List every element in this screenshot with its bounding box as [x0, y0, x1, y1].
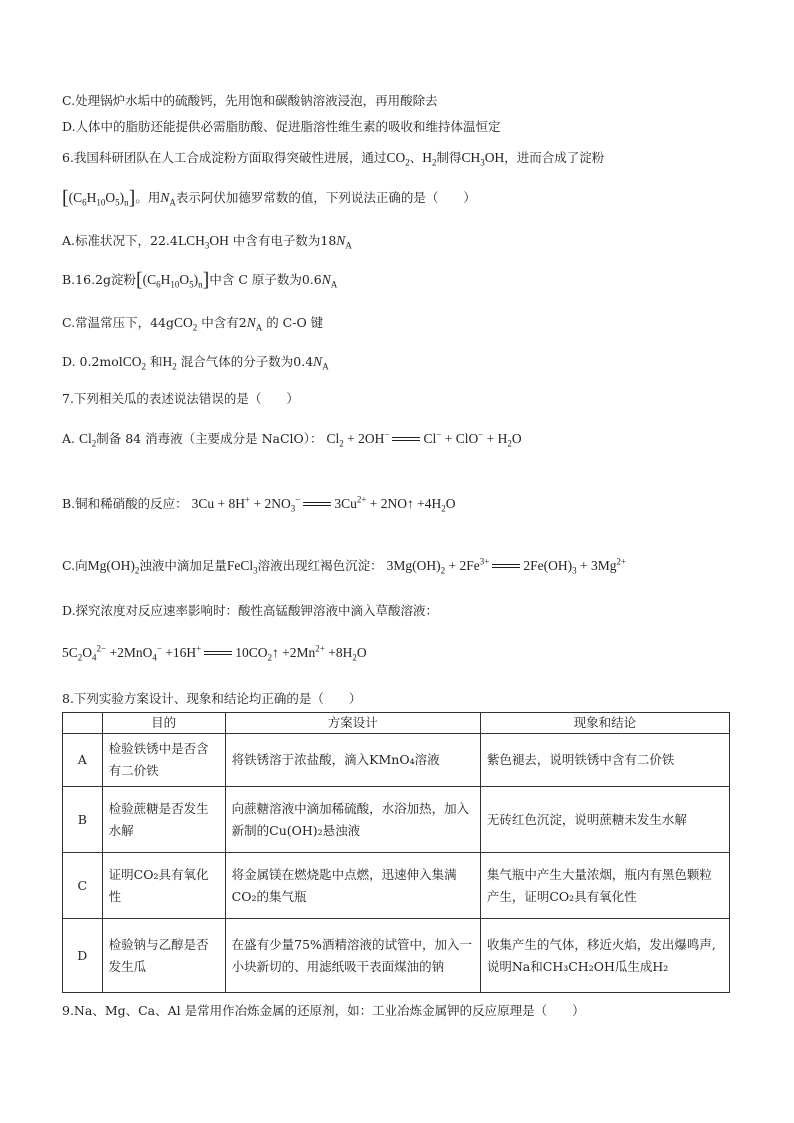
experiment-table [62, 712, 730, 993]
row-label: D [63, 919, 103, 993]
row-purpose: 检验钠与乙醇是否发生瓜 [102, 919, 225, 993]
q8-stem: 8.下列实验方案设计、现象和结论均正确的是（ ） [62, 691, 362, 706]
table-row [63, 919, 730, 993]
q5-option-c: C.处理锅炉水垢中的硫酸钙，先用饱和碳酸钠溶液浸泡，再用酸除去 [62, 93, 438, 108]
row-design: 在盛有少量75%酒精溶液的试管中，加入一小块新切的、用滤纸吸干表面煤油的钠 [225, 919, 480, 993]
q5-option-d: D.人体中的脂肪还能提供必需脂肪酸、促进脂溶性维生素的吸收和维持体温恒定 [62, 119, 501, 134]
q7-option-b: B.铜和稀硝酸的反应： $3Cu + 8H^+ + 2NO_3^-$ $3Cu^{2+}$ + 2NO↑ $+4H_2O$ [62, 494, 456, 514]
q6-option-a: A.标准状况下，$22.4LCH_3OH$ 中含有电子数为$18N_A$ [62, 233, 352, 251]
row-purpose: 证明CO₂具有氧化性 [102, 853, 225, 919]
row-design: 向蔗糖溶液中滴加稀硫酸，水浴加热，加入新制的Cu(OH)₂悬浊液 [225, 787, 480, 853]
q9-stem: 9.Na、Mg、Ca、Al 是常用作冶炼金属的还原剂，如：工业冶炼金属钾的反应原理是（ ） [62, 1003, 585, 1018]
q6-option-b: B.16.2g淀粉$[(C_6H_{10}O_5)_n]$中含 C 原子数为$0.6N_A$ [62, 269, 338, 291]
row-result: 紫色褪去，说明铁锈中含有二价铁 [480, 734, 729, 787]
row-purpose: 检验铁锈中是否含有二价铁 [102, 734, 225, 787]
q7-equation-c: $3Mg(OH)_2 + 2Fe^{3+}$ $2Fe(OH)_3 + 3Mg^{2+}$ [386, 556, 627, 576]
q7-option-d: D.探究浓度对反应速率影响时：酸性高锰酸钾溶液中滴入草酸溶液： [62, 603, 439, 618]
table-header [63, 713, 103, 734]
row-label: C [63, 853, 103, 919]
q6-option-d: D. 0.2molCO$_2$ 和$H_2$ 混合气体的分子数为$0.4N_A$ [62, 354, 329, 372]
table-header: 方案设计 [225, 713, 480, 734]
q7-option-c: C.向$Mg(OH)_2$浊液中滴加足量FeCl$_3$溶液出现红褐色沉淀： $3Mg(OH)_2 + 2Fe^{3+}$ $2Fe(OH)_3 + 3Mg^{2+}$ [62, 556, 627, 576]
row-label: B [63, 787, 103, 853]
table-header: 目的 [102, 713, 225, 734]
q6-stem: 6.我国科研团队在人工合成淀粉方面取得突破性进展，通过$CO_2$、$H_2$制得$CH_3OH$，进而合成了淀粉 [62, 150, 605, 168]
table-header-row [63, 713, 730, 734]
row-design: 将金属镁在燃烧匙中点燃，迅速伸入集满CO₂的集气瓶 [225, 853, 480, 919]
row-result: 无砖红色沉淀，说明蔗糖未发生水解 [480, 787, 729, 853]
row-result: 收集产生的气体，移近火焰，发出爆鸣声,说明Na和CH₃CH₂OH瓜生成H₂ [480, 919, 729, 993]
row-result: 集气瓶中产生大量浓烟，瓶内有黑色颗粒产生，证明CO₂具有氧化性 [480, 853, 729, 919]
row-purpose: 检验蔗糖是否发生水解 [102, 787, 225, 853]
q7-option-a: A. $Cl_2$制备 84 消毒液（主要成分是 NaClO）： $Cl_2 + 2OH^-$ $Cl^- + ClO^- + H_2O$ [62, 429, 522, 449]
q6-option-c: C.常温常压下，44gCO$_2$ 中含有$2N_A$ 的 C-O 键 [62, 315, 324, 333]
table-row [63, 734, 730, 787]
q6-stem-line2: $[(C_6H_{10}O_5)_n]$。用$N_A$表示阿伏加德罗常数的值，下列说法正确的是（ ） [62, 187, 476, 209]
q7-equation-d: $5C_2O_4^{2-} +2MnO_4^- +16H^+$ $10CO_2↑ +2Mn^{2+} +8H_2O$ [62, 643, 367, 663]
row-design: 将铁锈溶于浓盐酸，滴入KMnO₄溶液 [225, 734, 480, 787]
row-label: A [63, 734, 103, 787]
q7-equation-b: $3Cu + 8H^+ + 2NO_3^-$ $3Cu^{2+}$ + 2NO↑ $+4H_2O$ [191, 494, 456, 514]
table-row [63, 853, 730, 919]
q7-equation-a: $Cl_2 + 2OH^-$ $Cl^- + ClO^- + H_2O$ [326, 429, 522, 449]
table-row [63, 787, 730, 853]
table-header: 现象和结论 [480, 713, 729, 734]
q7-stem: 7.下列相关瓜的表述说法错误的是（ ） [62, 391, 299, 406]
